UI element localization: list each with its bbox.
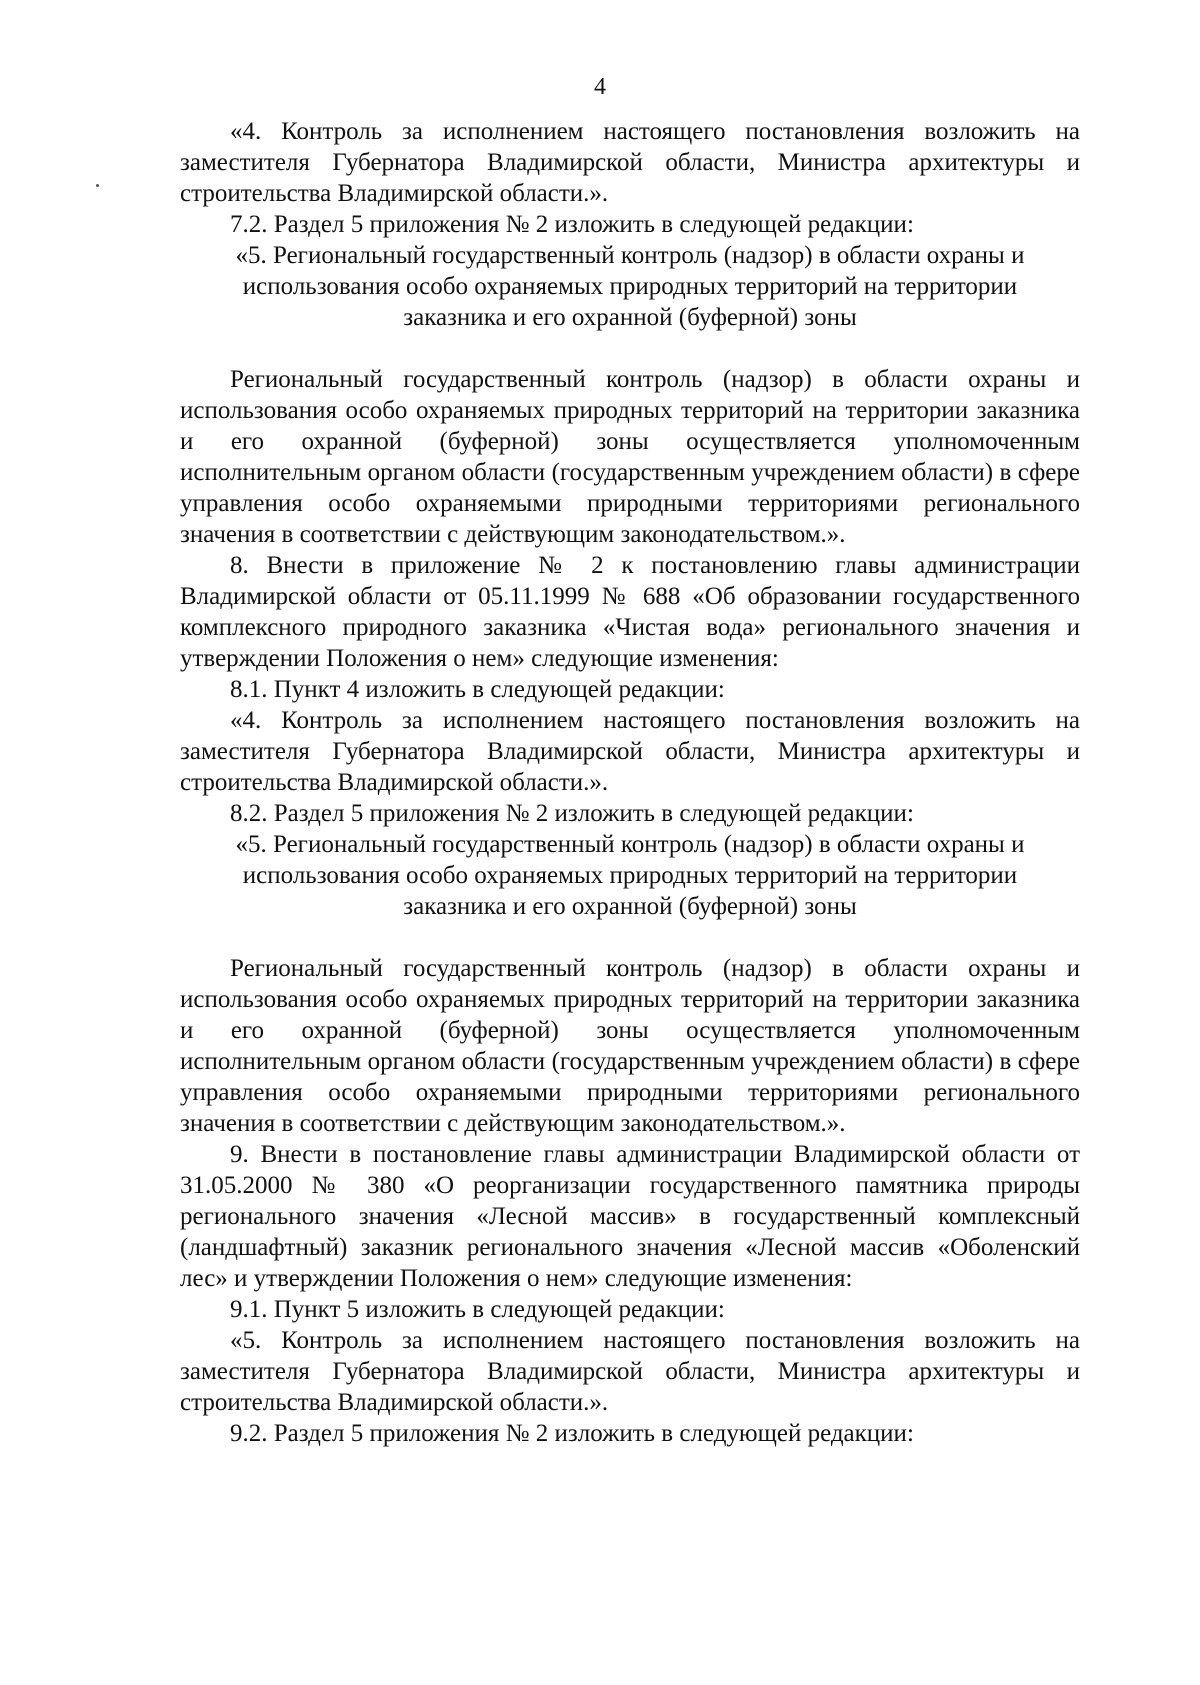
paragraph: Региональный государственный контроль (надзор) в области охраны и использования особо охраняемых природных территорий на территории заказника и его охранной (буферной) зоны осуществляется уполномоченным исполнительным органом области (государственным учреждением области) в сфере управления особо охраняемыми природными территориями регионального значения в соответствии с действующим законодательством.». <box>180 955 1080 1137</box>
document-body <box>180 116 1080 1449</box>
spacer <box>180 333 1080 364</box>
paragraph: 7.2. Раздел 5 приложения № 2 изложить в следующей редакции: <box>230 211 914 238</box>
paragraph: 8.1. Пункт 4 изложить в следующей редакции: <box>230 676 725 703</box>
paragraph: 9.1. Пункт 5 изложить в следующей редакции: <box>230 1296 725 1323</box>
section-heading: «5. Региональный государственный контроль (надзор) в области охраны и использования особо охраняемых природных территорий на территории заказника и его охранной (буферной) зоны <box>235 242 1025 331</box>
paragraph: 9. Внести в постановление главы администрации Владимирской области от 31.05.2000 № 380 «О реорганизации государственного памятника природы регионального значения «Лесной массив» в государственный комплексный (ландшафтный) заказник регионального значения «Лесной массив «Оболенский лес» и утверждении Положения о нем» следующие изменения: <box>180 1141 1080 1292</box>
paragraph: «4. Контроль за исполнением настоящего постановления возложить на заместителя Губернатора Владимирской области, Министра архитектуры и строительства Владимирской области.». <box>180 118 1080 207</box>
paragraph: 8. Внести в приложение № 2 к постановлению главы администрации Владимирской области от 05.11.1999 № 688 «Об образовании государственного комплексного природного заказника «Чистая вода» регионального значения и утверждении Положения о нем» следующие изменения: <box>180 552 1080 672</box>
paragraph: 9.2. Раздел 5 приложения № 2 изложить в следующей редакции: <box>230 1420 914 1447</box>
paragraph: Региональный государственный контроль (надзор) в области охраны и использования особо охраняемых природных территорий на территории заказника и его охранной (буферной) зоны осуществляется уполномоченным исполнительным органом области (государственным учреждением области) в сфере управления особо охраняемыми природными территориями регионального значения в соответствии с действующим законодательством.». <box>180 366 1080 548</box>
page-number: 4 <box>594 74 606 100</box>
section-heading: «5. Региональный государственный контроль (надзор) в области охраны и использования особо охраняемых природных территорий на территории заказника и его охранной (буферной) зоны <box>235 831 1025 920</box>
paragraph: «5. Контроль за исполнением настоящего постановления возложить на заместителя Губернатора Владимирской области, Министра архитектуры и строительства Владимирской области.». <box>180 1327 1080 1416</box>
paragraph: 8.2. Раздел 5 приложения № 2 изложить в следующей редакции: <box>230 800 914 827</box>
paragraph: «4. Контроль за исполнением настоящего постановления возложить на заместителя Губернатора Владимирской области, Министра архитектуры и строительства Владимирской области.». <box>180 707 1080 796</box>
spacer <box>180 922 1080 953</box>
scan-speck <box>96 184 99 187</box>
